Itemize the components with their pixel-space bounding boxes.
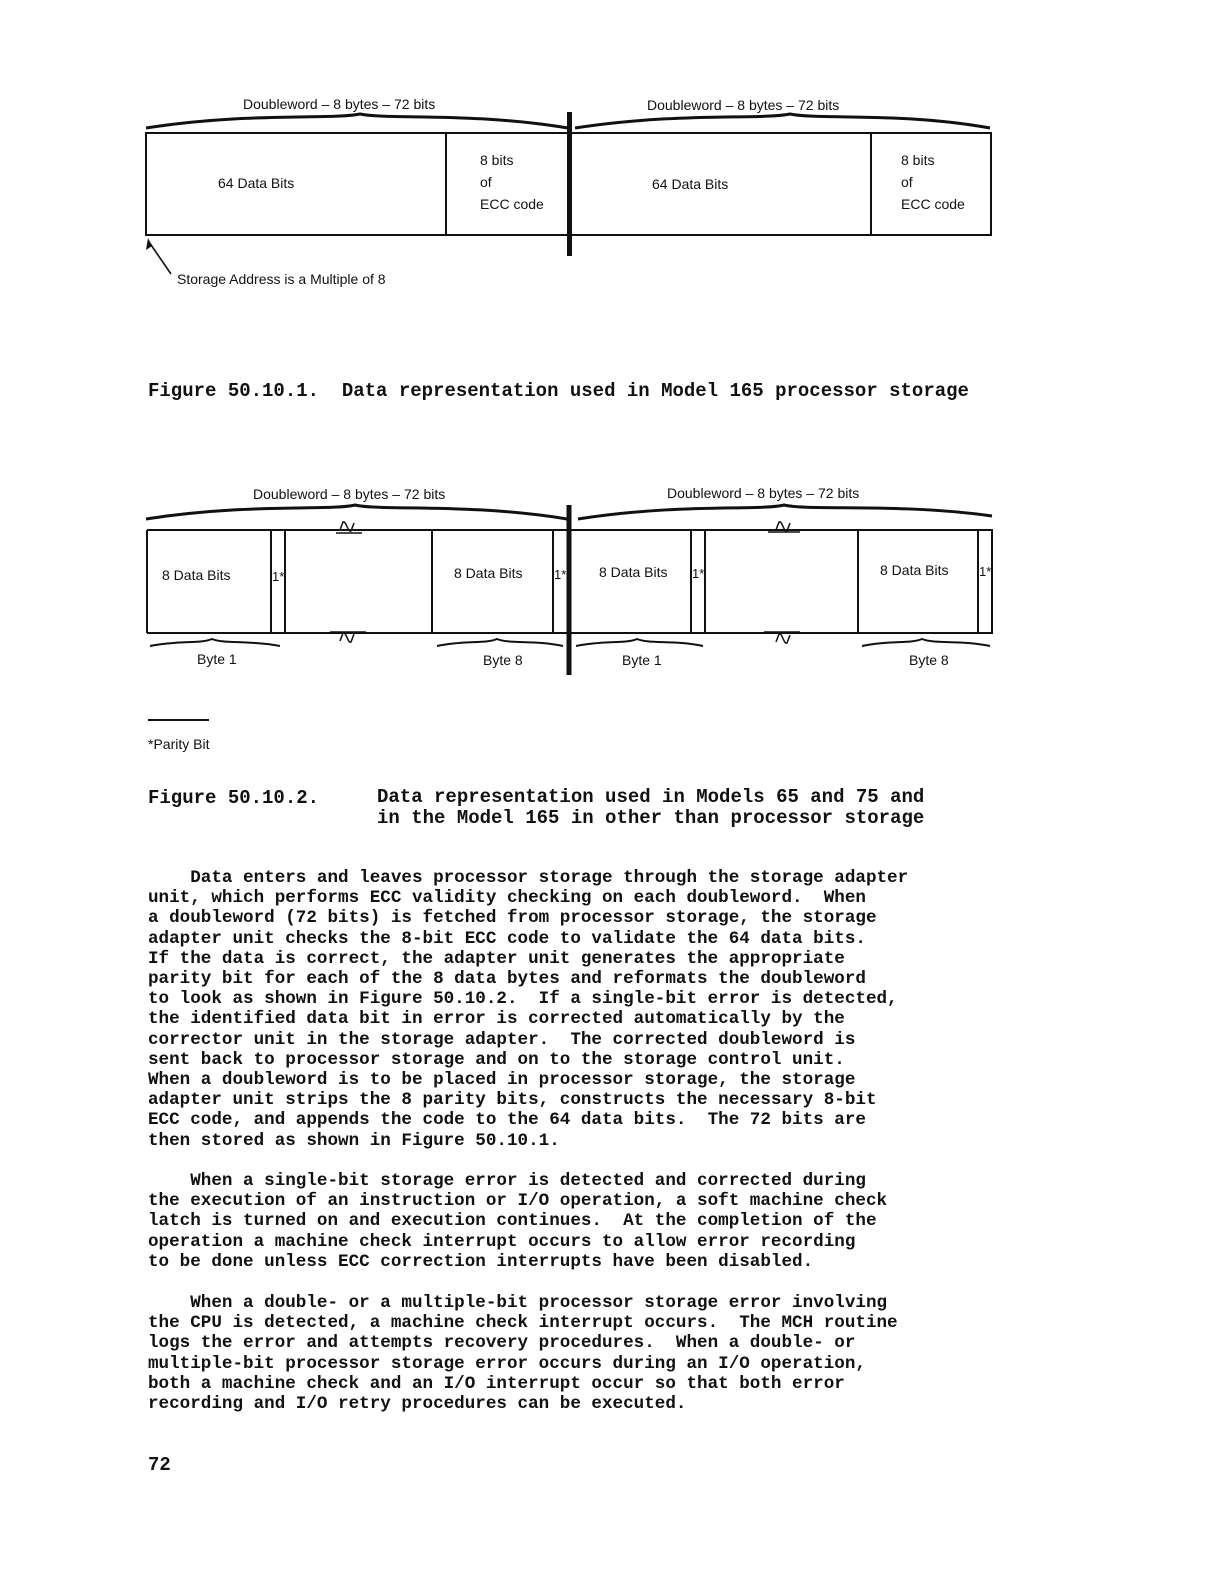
byte-brace-left-8 xyxy=(437,639,563,646)
byte8-label-right: Byte 8 xyxy=(909,652,949,668)
doubleword-label-right-2: Doubleword – 8 bytes – 72 bits xyxy=(667,485,860,501)
address-note: Storage Address is a Multiple of 8 xyxy=(177,271,386,287)
ecc-label-left-2: of xyxy=(480,174,492,190)
page-number: 72 xyxy=(148,1454,171,1476)
byte1-data-label-left: 8 Data Bits xyxy=(162,567,231,583)
doubleword-label-left: Doubleword – 8 bytes – 72 bits xyxy=(243,96,436,112)
ecc-label-left-1: 8 bits xyxy=(480,152,514,168)
footnote-rule xyxy=(148,719,209,721)
figure-50-10-2-caption-number: Figure 50.10.2. xyxy=(148,787,320,809)
data-bits-label-left: 64 Data Bits xyxy=(218,175,295,191)
byte8-data-label-right: 8 Data Bits xyxy=(880,562,949,578)
body-paragraph-3: When a double- or a multiple-bit processor storage error involving the CPU is detected, a machine check interrupt occurs. The MCH routine logs the error and attempts recovery procedures. When a double- or multiple-bit processor storage error occurs during an I/O operation, both a machine check and an I/O interrupt occur so that both error recording and I/O retry procedures can be executed. xyxy=(148,1293,898,1415)
body-paragraph-2: When a single-bit storage error is detected and corrected during the execution of an instruction or I/O operation, a soft machine check latch is turned on and execution continues. At the completion of the operation a machine check interrupt occurs to allow error recording to be done unless ECC correction interrupts have been disabled. xyxy=(148,1171,888,1272)
parity-bit-right-8: 1* xyxy=(979,564,992,579)
data-bits-label-right: 64 Data Bits xyxy=(652,176,729,192)
doubleword-label-right: Doubleword – 8 bytes – 72 bits xyxy=(647,97,840,113)
byte-brace-right-8 xyxy=(862,639,990,646)
figure-50-10-2-diagram xyxy=(0,0,1224,720)
body-paragraph-1: Data enters and leaves processor storage through the storage adapter unit, which performs ECC validity checking on each doubleword. When a doubleword (72 bits) is fetched from processor storage, the storage adapter unit checks the 8-bit ECC code to validate the 64 data bits. If the data is correct, the adapter unit generates the appropriate parity bit for each of the 8 data bytes and reformats the doubleword to look as shown in Figure 50.10.2. If a single-bit error is detected, the identified data bit in error is corrected automatically by the corrector unit in the storage adapter. The corrected doubleword is sent back to processor storage and on to the storage control unit. When a doubleword is to be placed in processor storage, the storage adapter unit strips the 8 parity bits, constructs the necessary 8-bit ECC code, and appends the code to the 64 data bits. The 72 bits are then stored as shown in Figure 50.10.1. xyxy=(148,868,909,1151)
byte-brace-right-1 xyxy=(576,639,703,646)
ecc-label-right-1: 8 bits xyxy=(901,152,935,168)
byte8-label-left: Byte 8 xyxy=(483,652,523,668)
ecc-label-right-3: ECC code xyxy=(901,196,965,212)
byte-brace-left-1 xyxy=(150,639,280,646)
byte1-data-label-right: 8 Data Bits xyxy=(599,564,668,580)
doubleword-label-left-2: Doubleword – 8 bytes – 72 bits xyxy=(253,486,446,502)
byte8-data-label-left: 8 Data Bits xyxy=(454,565,523,581)
ecc-label-right-2: of xyxy=(901,174,913,190)
doubleword-brace-left-2 xyxy=(146,505,567,519)
doubleword-brace-right-2 xyxy=(578,505,992,519)
byte1-label-left: Byte 1 xyxy=(197,651,237,667)
byte1-label-right: Byte 1 xyxy=(622,652,662,668)
parity-bit-right-1: 1* xyxy=(692,566,705,581)
parity-bit-left-1: 1* xyxy=(272,569,285,584)
figure-50-10-1-caption: Figure 50.10.1. Data representation used in Model 165 processor storage xyxy=(148,380,969,402)
figure-50-10-2-caption-text: Data representation used in Models 65 and 75 and in the Model 165 in other than processor storage xyxy=(377,786,925,829)
parity-bit-left-8: 1* xyxy=(554,567,567,582)
break-mark-icon xyxy=(336,522,362,533)
parity-footnote: *Parity Bit xyxy=(148,736,210,752)
ecc-label-left-3: ECC code xyxy=(480,196,544,212)
